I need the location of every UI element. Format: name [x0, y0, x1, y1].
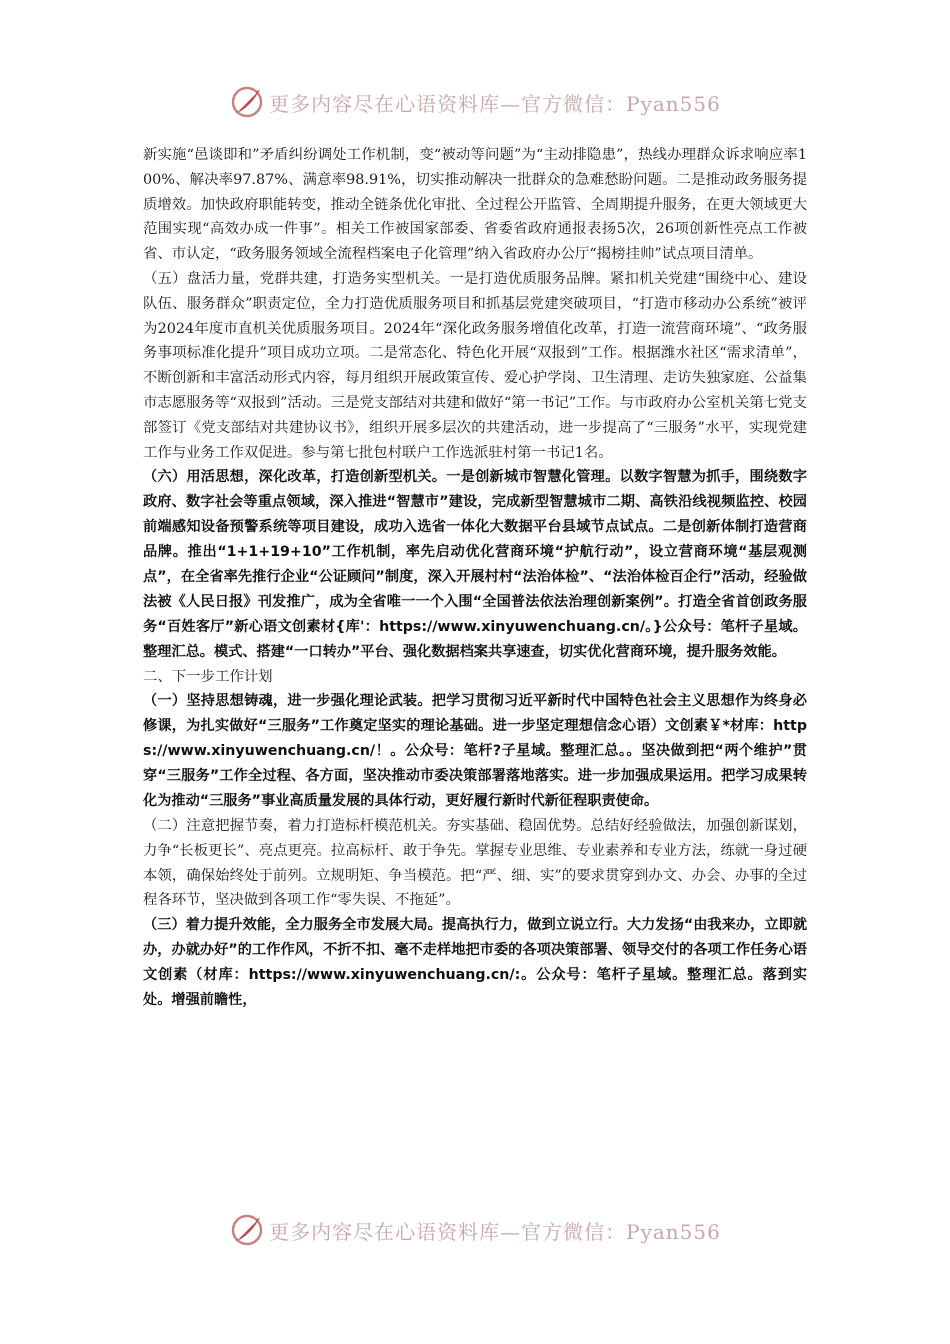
document-body	[143, 143, 807, 1013]
footer-banner	[0, 1210, 950, 1250]
banner-text: 更多内容尽在心语资料库—官方微信：Pyan556	[269, 1219, 721, 1244]
feather-pen-logo-icon	[229, 84, 265, 120]
plan-paragraph-2: （二）注意把握节奏，着力打造标杆模范机关。夯实基础、稳固优势。总结好经验做法，加强创新谋划，力争“长板更长”、亮点更亮。拉高标杆、敢于争先。掌握专业思维、专业素养和专业方法，练就一身过硬本领，确保始终处于前列。立规明矩、争当模范。把“严、细、实”的要求贯穿到办文、办会、办事的全过程各环节，坚决做到各项工作“零失误、不拖延”。	[143, 817, 807, 909]
banner-text: 更多内容尽在心语资料库—官方微信：Pyan556	[269, 91, 721, 116]
paragraph-5: （五）盘活力量，党群共建，打造务实型机关。一是打造优质服务品牌。紧扣机关党建“围绕中心、建设队伍、服务群众”职责定位，全力打造优质服务项目和抓基层党建突破项目，“打造市移动办公系统”被评为2024年度市直机关优质服务项目。2024年“深化政务服务增值化改革，打造一流营商环境”、“政务服务事项标准化提升”项目成功立项。二是常态化、特色化开展“双报到”工作。根据潍水社区“需求清单”，不断创新和丰富活动形式内容，每月组织开展政策宣传、爱心护学岗、卫生清理、走访失独家庭、公益集市志愿服务等“双报到”活动。三是党支部结对共建和做好“第一书记”工作。与市政府办公室机关第七党支部签订《党支部结对共建协议书》，组织开展多层次的共建活动，进一步提高了“三服务”水平，实现党建工作与业务工作双促进。参与第七批包村联户工作选派驻村第一书记1名。	[143, 270, 807, 461]
feather-pen-logo-icon	[229, 1212, 265, 1248]
paragraph-6: （六）用活思想，深化改革，打造创新型机关。一是创新城市智慧化管理。以数字智慧为抓手，围绕数字政府、数字社会等重点领域，深入推进“智慧市”建设，完成新型智慧城市二期、高铁沿线视频监控、校园前端感知设备预警系统等项目建设，成功入选省一体化大数据平台县域节点试点。二是创新体制打造营商品牌。推出“1+1+19+10”工作机制，率先启动优化营商环境“护航行动”，设立营商环境“基层观测点”，在全省率先推行企业“公证顾问”制度，深入开展村村“法治体检”、“法治体检百企行”活动，经验做法被《人民日报》刊发推广，成为全省唯一一个入围“全国普法依法治理创新案例”。打造全省首创政务服务“百姓客厅”新心语文创素材{库'：https://www.xinyuwenchuang.cn/。}公众号：笔杆子星域。整理汇总。模式、搭建“一口转办”平台、强化数据档案共享速查，切实优化营商环境，提升服务效能。	[143, 469, 807, 660]
plan-paragraph-3: （三）着力提升效能，全力服务全市发展大局。提高执行力，做到立说立行。大力发扬“由我来办，立即就办，办就办好”的工作作风，不折不扣、毫不走样地把市委的各项决策部署、领导交付的各项工作任务心语文创素（材库：https://www.xinyuwenchuang.cn/:。公众号：笔杆子星域。整理汇总。落到实处。增强前瞻性，	[143, 917, 807, 1008]
plan-paragraph-1: （一）坚持思想铸魂，进一步强化理论武装。把学习贯彻习近平新时代中国特色社会主义思想作为终身必修课，为扎实做好“三服务”工作奠定坚实的理论基础。进一步坚定理想信念心语）文创素￥*材库：https://www.xinyuwenchuang.cn/！。公众号：笔杆?子星域。整理汇总。。坚决做到把“两个维护”贯穿“三服务”工作全过程、各方面，坚决推动市委决策部署落地落实。进一步加强成果运用。把学习成果转化为推动“三服务”事业高质量发展的具体行动，更好履行新时代新征程职责使命。	[143, 693, 807, 810]
paragraph-1: 新实施“邑谈即和”矛盾纠纷调处工作机制，变“被动等问题”为“主动排隐患”，热线办理群众诉求响应率100%、解决率97.87%、满意率98.91%，切实推动解决一批群众的急难愁盼问题。二是推动政务服务提质增效。加快政府职能转变，推动全链条优化审批、全过程公开监管、全周期提升服务，在更大领域更大范围实现“高效办成一件事”。相关工作被国家部委、省委省政府通报表扬5次，26项创新性亮点工作被省、市认定，“政务服务领域全流程档案电子化管理”纳入省政府办公厅“揭榜挂帅”试点项目清单。	[143, 147, 807, 263]
section-heading: 二、下一步工作计划	[143, 668, 273, 685]
header-banner	[0, 82, 950, 122]
